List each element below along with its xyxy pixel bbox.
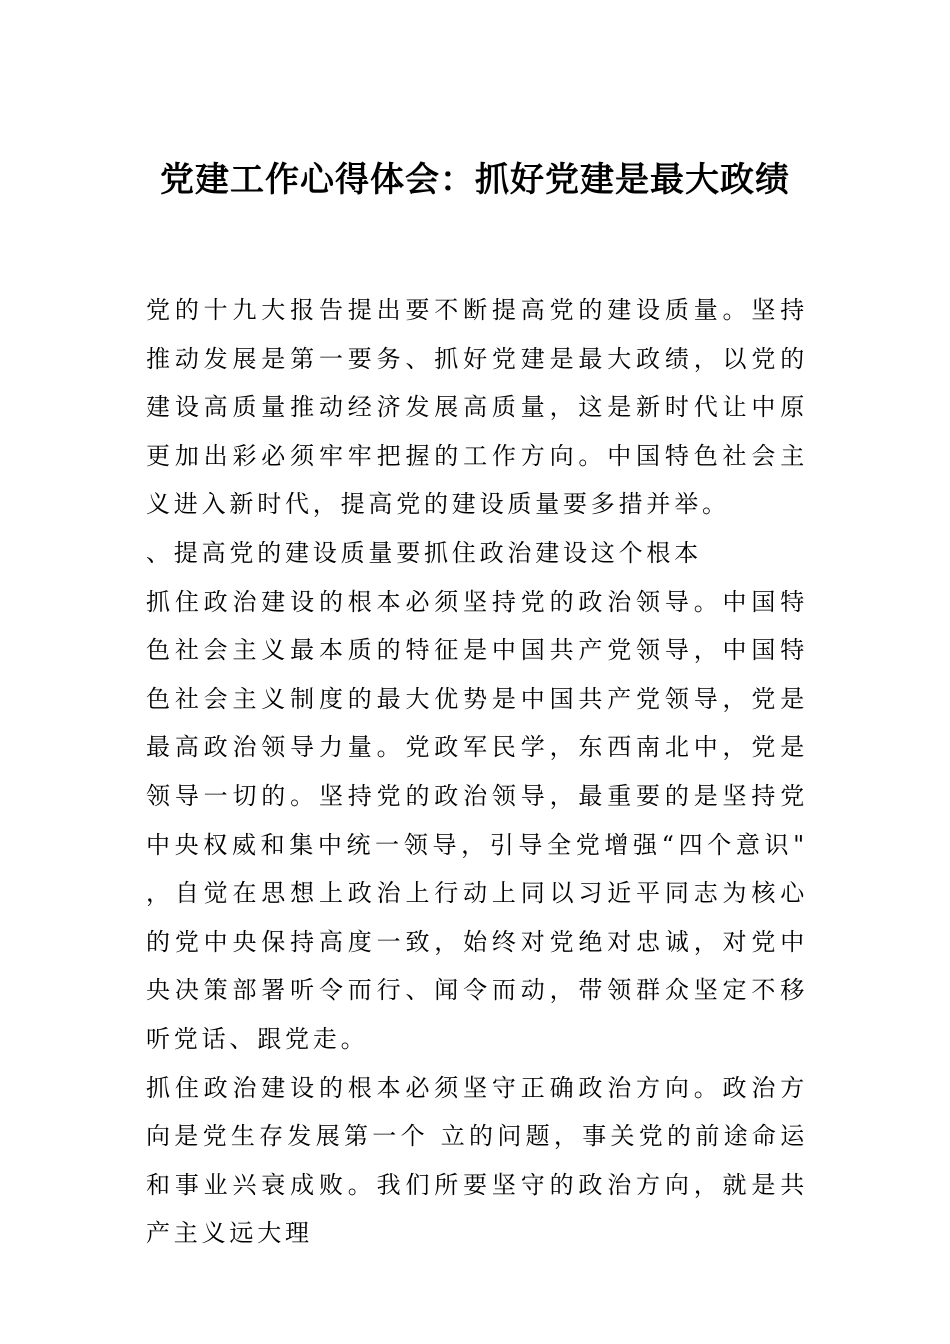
paragraph-political-direction: 抓住政治建设的根本必须坚守正确政治方向。政治方向是党生存发展第一个 立的问题，事关党的前途命运和事业兴衰成败。我们所要坚守的政治方向，就是共产主义远大理 [146, 1073, 808, 1248]
paragraph-intro: 党的十九大报告提出要不断提高党的建设质量。坚持推动发展是第一要务、抓好党建是最大政绩，以党的建设高质量推动经济发展高质量，这是新时代让中原更加出彩必须牢牢把握的工作方向。中国特色社会主义进入新时代，提高党的建设质量要多措并举。 [146, 296, 808, 519]
document-body [146, 286, 808, 1258]
paragraph-political-leadership: 抓住政治建设的根本必须坚持党的政治领导。中国特色社会主义最本质的特征是中国共产党领导，中国特色社会主义制度的最大优势是中国共产党领导，党是最高政治领导力量。党政军民学，东西南北中，党是领导一切的。坚持党的政治领导，最重要的是坚持党中央权威和集中统一领导，引导全党增强“四个意识"，自觉在思想上政治上行动上同以习近平同志为核心的党中央保持高度一致，始终对党绝对忠诚，对党中央决策部署听令而行、闻令而动，带领群众坚定不移听党话、跟党走。 [146, 587, 808, 1053]
document-title: 党建工作心得体会：抓好党建是最大政绩 [160, 160, 790, 200]
section-heading-political-construction: 、提高党的建设质量要抓住政治建设这个根本 [146, 538, 702, 567]
